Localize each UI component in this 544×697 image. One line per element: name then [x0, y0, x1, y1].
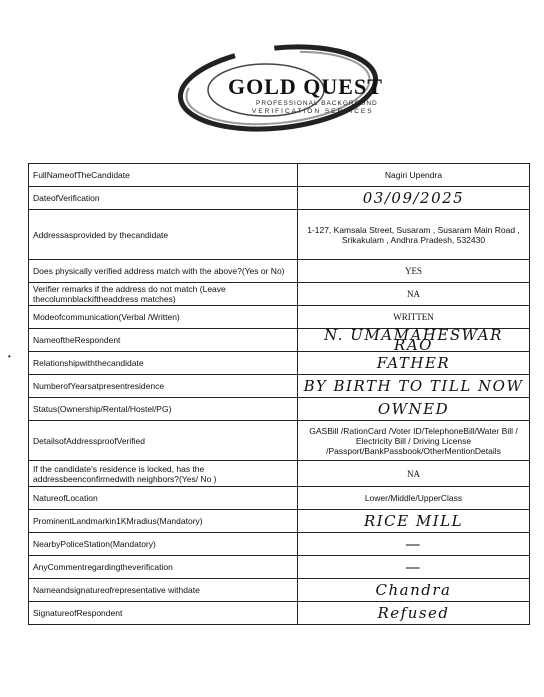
row-label: NearbyPoliceStation(Mandatory) [29, 533, 298, 556]
table-row [29, 421, 530, 461]
row-value: Lower/Middle/UpperClass [298, 487, 530, 510]
row-label: NatureofLocation [29, 487, 298, 510]
row-label: SignatureofRespondent [29, 602, 298, 625]
table-row [29, 210, 530, 260]
logo-tagline-2: VERIFICATION SERVICES [252, 108, 374, 115]
row-label: Does physically verified address match with the above?(Yes or No) [29, 260, 298, 283]
row-value: Chandra [298, 579, 530, 602]
row-label: Relationshipwiththecandidate [29, 352, 298, 375]
row-value: RICE MILL [298, 510, 530, 533]
table-row [29, 375, 530, 398]
row-value: NA [298, 283, 530, 306]
table-row [29, 579, 530, 602]
row-value: OWNED [298, 398, 530, 421]
row-value: Nagiri Upendra [298, 164, 530, 187]
table-row [29, 260, 530, 283]
row-label: DetailsofAddressproofVerified [29, 421, 298, 461]
row-value: N. UMAMAHESWAR RAO [298, 329, 530, 352]
table-row [29, 329, 530, 352]
table-row [29, 510, 530, 533]
verification-table [28, 163, 530, 625]
row-label: DateofVerification [29, 187, 298, 210]
row-value: WRITTEN [298, 306, 530, 329]
row-label: ProminentLandmarkin1KMradius(Mandatory) [29, 510, 298, 533]
row-label: NumberofYearsatpresentresidence [29, 375, 298, 398]
table-row [29, 533, 530, 556]
table-row [29, 461, 530, 487]
row-value: — [298, 556, 530, 579]
stray-mark: • [8, 352, 11, 361]
row-label: Verifier remarks if the address do not match (Leave thecolumnblackiftheaddress matches) [29, 283, 298, 306]
table-row [29, 556, 530, 579]
row-value: BY BIRTH TO TILL NOW [298, 375, 530, 398]
table-row [29, 352, 530, 375]
table-row [29, 187, 530, 210]
row-value: — [298, 533, 530, 556]
logo-tagline-1: PROFESSIONAL BACKGROUND [256, 100, 378, 107]
row-value: Refused [298, 602, 530, 625]
row-label: Status(Ownership/Rental/Hostel/PG) [29, 398, 298, 421]
row-value: NA [298, 461, 530, 487]
logo-brand-text: GOLD QUEST [228, 74, 383, 99]
row-label: NameoftheRespondent [29, 329, 298, 352]
row-value: YES [298, 260, 530, 283]
row-label: FullNameofTheCandidate [29, 164, 298, 187]
row-label: Nameandsignatureofrepresentative withdate [29, 579, 298, 602]
row-label: Modeofcommunication(Verbal /Written) [29, 306, 298, 329]
table-row [29, 164, 530, 187]
row-value: FATHER [298, 352, 530, 375]
goldquest-logo [166, 40, 396, 135]
row-label: AnyCommentregardingtheverification [29, 556, 298, 579]
row-value: 03/09/2025 [298, 187, 530, 210]
table-row [29, 283, 530, 306]
row-label: Addressasprovided by thecandidate [29, 210, 298, 260]
table-row [29, 602, 530, 625]
table-row [29, 398, 530, 421]
row-value: 1-127, Kamsala Street, Susaram , Susaram Main Road , Srikakulam , Andhra Pradesh, 532430 [298, 210, 530, 260]
row-label: If the candidate's residence is locked, has the addressbeenconfirmedwith neighbors?(Yes/ No ) [29, 461, 298, 487]
row-value: GASBill /RationCard /Voter ID/TelephoneBill/Water Bill / Electricity Bill / Driving License /Passport/BankPassbook/OtherMentionDetails [298, 421, 530, 461]
table-row [29, 487, 530, 510]
